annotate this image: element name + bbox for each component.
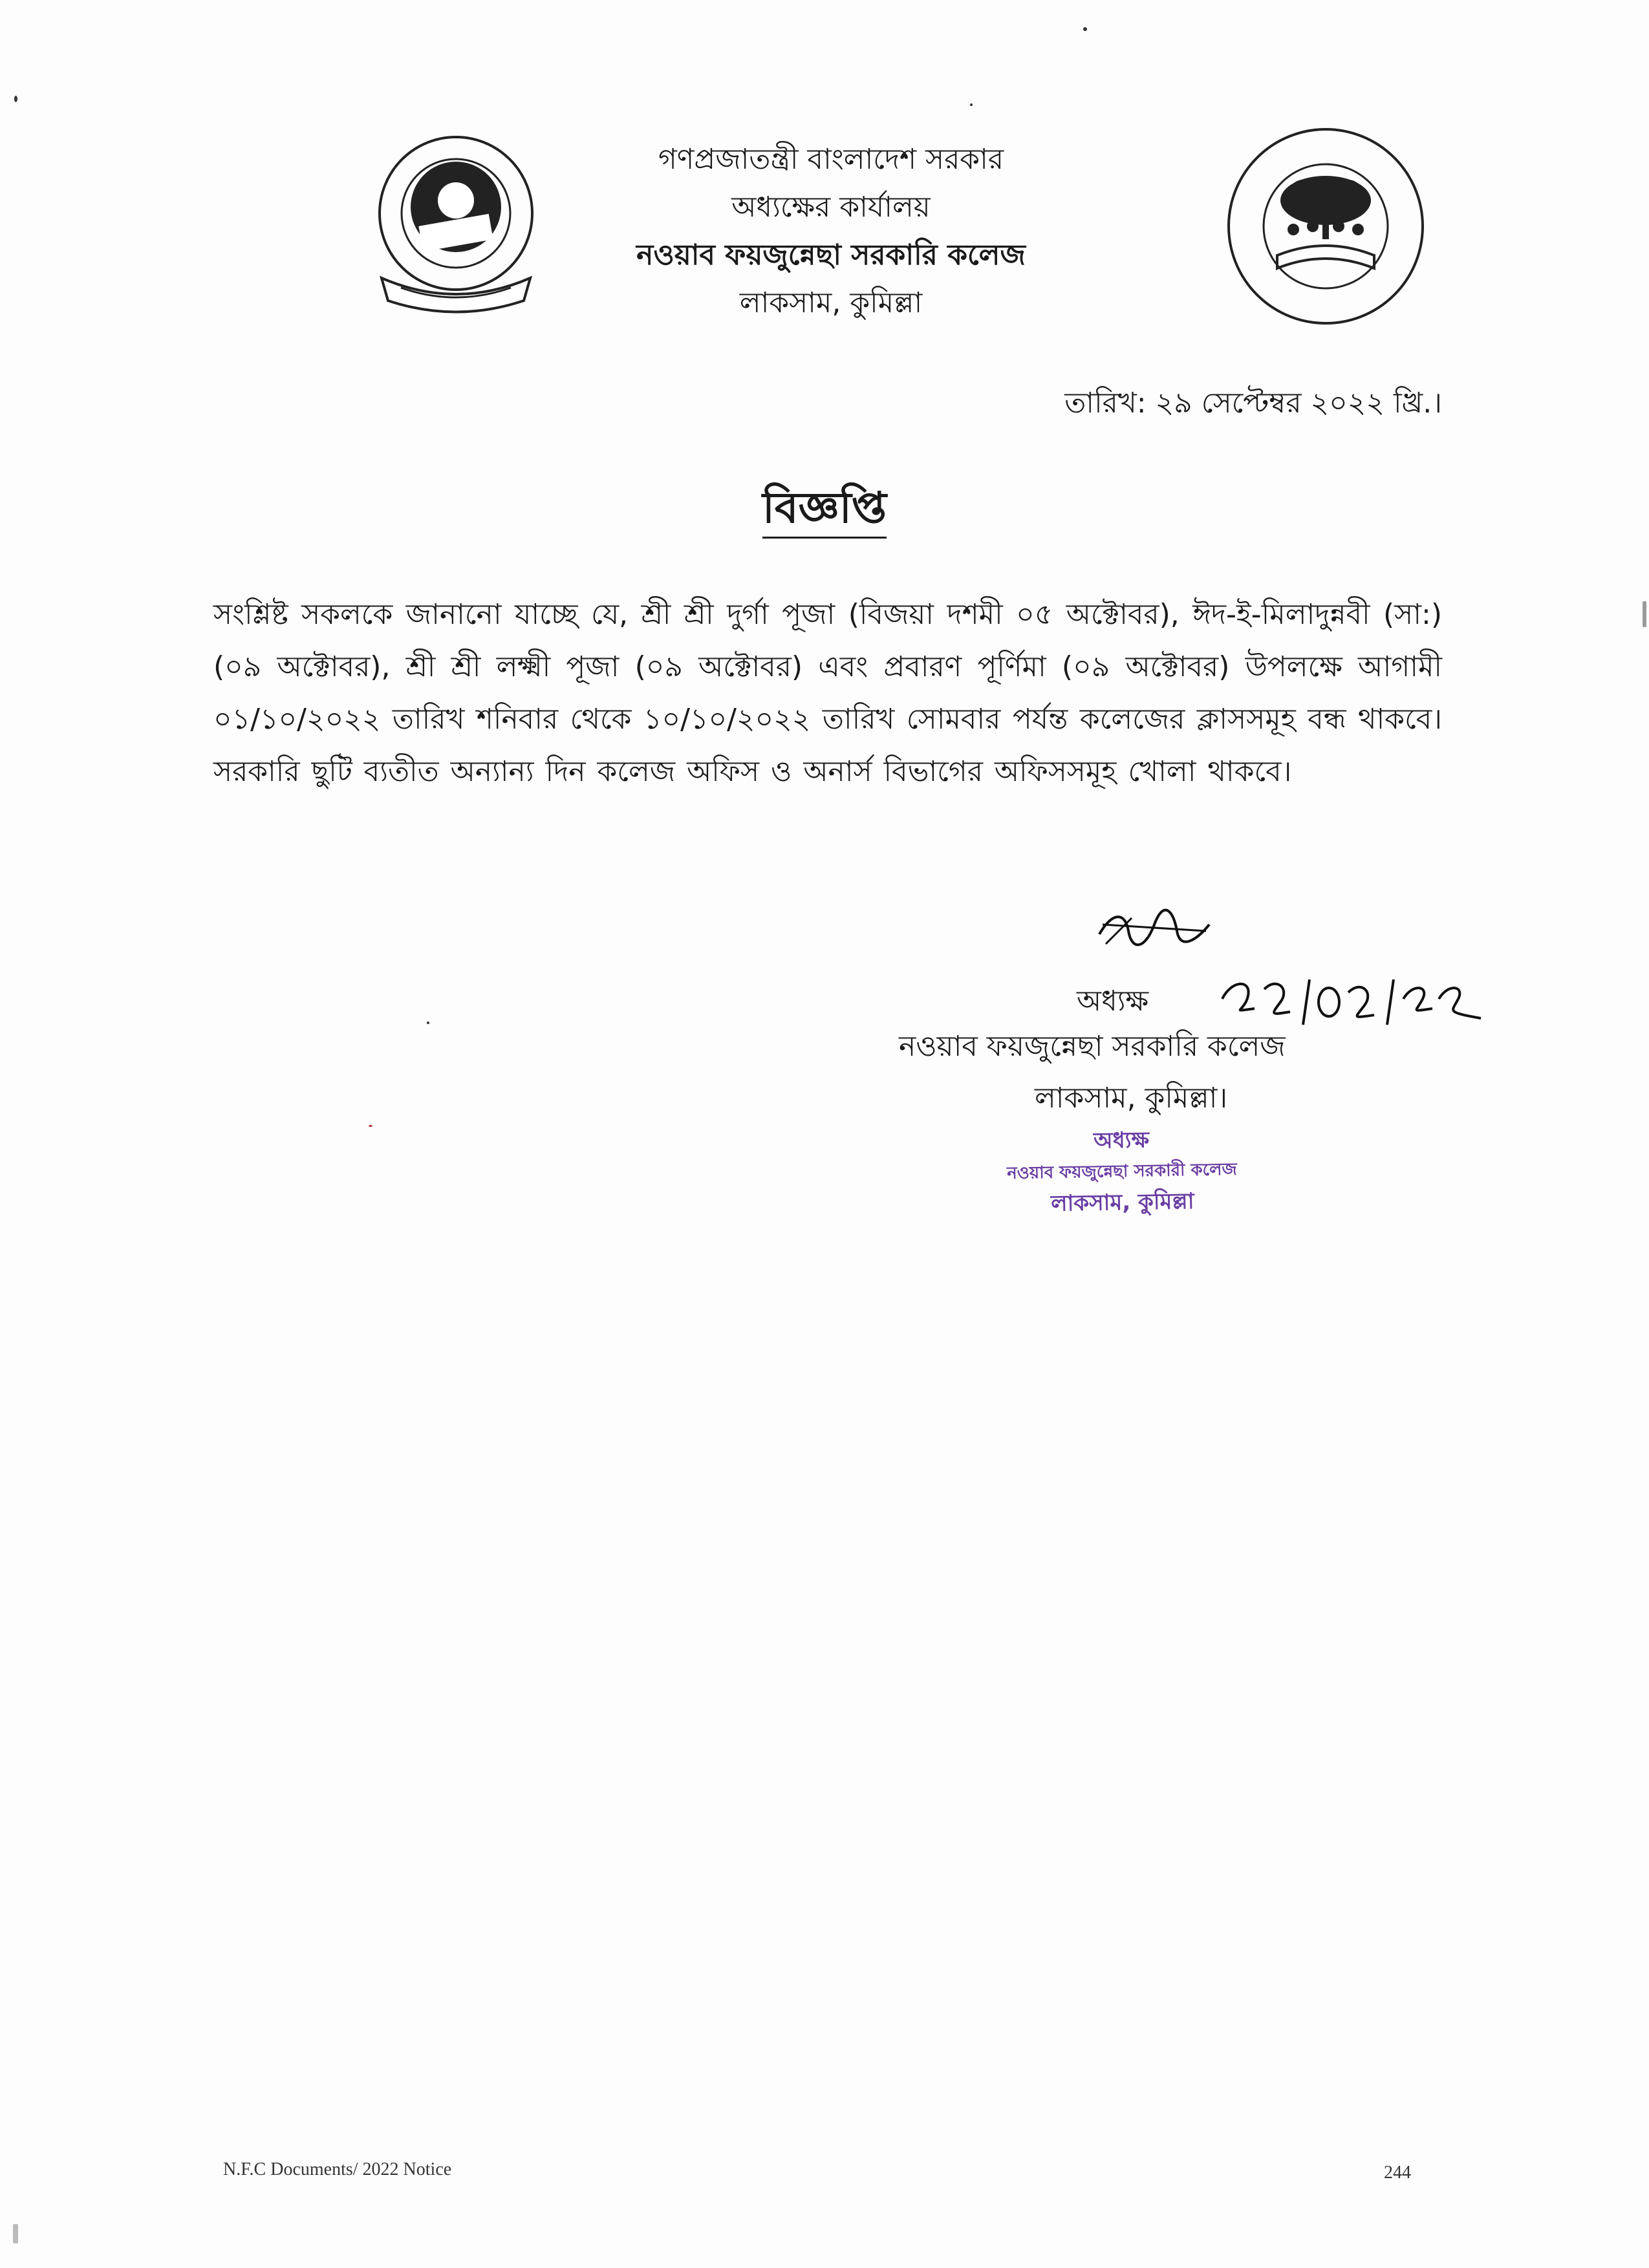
- education-emblem-logo: [1216, 116, 1436, 336]
- scan-speck: [14, 96, 17, 102]
- official-stamp: [969, 1122, 1275, 1221]
- scan-speck: [1083, 27, 1087, 31]
- signature-scribble: [1093, 905, 1216, 957]
- college-location: লাকসাম, কুমিল্লা: [739, 286, 923, 319]
- page-number: 244: [1384, 2163, 1411, 2183]
- stamp-college: নওয়াব ফয়জুন্নেছা সরকারী কলেজ: [1006, 1159, 1238, 1184]
- handwritten-date: [1216, 963, 1487, 1034]
- signatory-place: লাকসাম, কুমিল্লা।: [1035, 1082, 1228, 1115]
- notice-date: তারিখ: ২৯ সেপ্টেম্বর ২০২২ খ্রি.।: [1064, 387, 1442, 420]
- signatory-college: নওয়াব ফয়জুন্নেছা সরকারি কলেজ: [899, 1030, 1286, 1063]
- notice-title: [0, 475, 1649, 546]
- office-header: [530, 136, 1132, 327]
- government-name: গণপ্রজাতন্ত্রী বাংলাদেশ সরকার: [658, 143, 1004, 176]
- scan-speck: [970, 103, 973, 106]
- college-name: নওয়াব ফয়জুন্নেছা সরকারি কলেজ: [636, 239, 1026, 272]
- scan-speck: [427, 1022, 429, 1024]
- document-reference: N.F.C Documents/ 2022 Notice: [223, 2159, 452, 2179]
- scan-speck: [1643, 601, 1646, 627]
- office-name: অধ্যক্ষের কার্যালয়: [731, 191, 931, 224]
- signatory-title: অধ্যক্ষ: [1077, 985, 1149, 1018]
- notice-body: সংশ্লিষ্ট সকলকে জানানো যাচ্ছে যে, শ্রী শ্রী দুর্গা পূজা (বিজয়া দশমী ০৫ অক্টোবর), ঈদ-ই-মিলাদুন্নবী (সা:) (০৯ অক্টোবর), শ্রী শ্রী লক্ষ্মী পূজা (০৯ অক্টোবর) এবং প্রবারণ পূর্ণিমা (০৯ অক্টোবর) উপলক্ষে আগামী ০১/১০/২০২২ তারিখ শনিবার থেকে ১০/১০/২০২২ তারিখ সোমবার পর্যন্ত কলেজের ক্লাসসমূহ বন্ধ থাকবে। সরকারি ছুটি ব্যতীত অন্যান্য দিন কলেজ অফিস ও অনার্স বিভাগের অফিসসমূহ খোলা থাকবে।: [213, 598, 1442, 788]
- notice-title-text: বিজ্ঞপ্তি: [762, 483, 887, 539]
- stamp-title: অধ্যক্ষ: [1093, 1127, 1150, 1154]
- stamp-place: লাকসাম, কুমিল্লা: [1050, 1188, 1194, 1217]
- scan-speck: [369, 1125, 372, 1127]
- scan-speck: [13, 2224, 18, 2243]
- college-crest-logo: [356, 123, 556, 323]
